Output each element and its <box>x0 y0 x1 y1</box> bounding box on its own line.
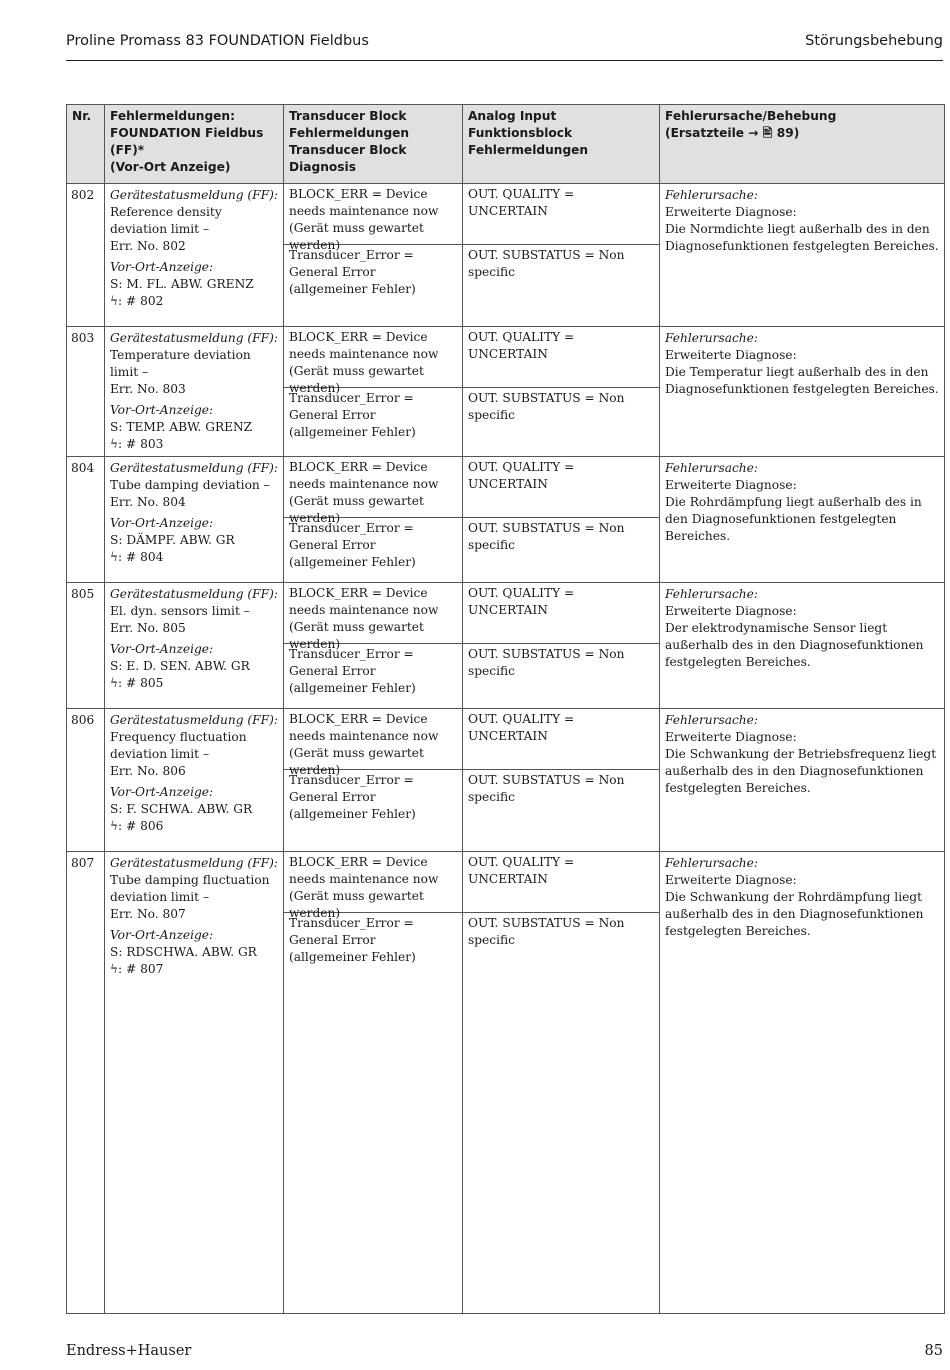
out-quality-text: OUT. QUALITY = UNCERTAIN <box>463 327 659 388</box>
row-number: 803 <box>67 327 105 457</box>
cause-text: Die Schwankung der Rohrdämpfung liegt außerhalb des in den Diagnosefunktionen festgelegten Bereiches. <box>665 890 924 938</box>
cause-label: Fehlerursache: <box>665 856 758 870</box>
out-quality-text: OUT. QUALITY = UNCERTAIN <box>463 184 659 245</box>
local-display-label: Vor-Ort-Anzeige: <box>110 403 214 417</box>
local-display-code: S: TEMP. ABW. GRENZ <box>110 420 253 434</box>
row-number: 802 <box>67 184 105 327</box>
analog-input-cell <box>463 184 660 327</box>
out-substatus-text: OUT. SUBSTATUS = Non specific <box>468 248 625 279</box>
cause-cell <box>660 852 945 995</box>
transducer-block-cell <box>284 457 463 583</box>
table-row <box>67 327 945 457</box>
local-display-code: S: F. SCHWA. ABW. GR <box>110 802 253 816</box>
table-row <box>67 184 945 327</box>
header-nr: Nr. <box>67 105 105 184</box>
cause-label: Fehlerursache: <box>665 331 758 345</box>
local-display-label: Vor-Ort-Anzeige: <box>110 260 214 274</box>
table-row <box>67 457 945 583</box>
error-number: Err. No. 803 <box>110 382 186 396</box>
header-cause-remedy: Fehlerursache/Behebung (Ersatzteile → 🖹 89) <box>660 105 945 184</box>
cause-sub-label: Erweiterte Diagnose: <box>665 205 797 219</box>
local-display-label: Vor-Ort-Anzeige: <box>110 642 214 656</box>
cause-text: Die Rohrdämpfung liegt außerhalb des in den Diagnosefunktionen festgelegten Bereiches. <box>665 495 922 543</box>
header-ff-messages: Fehlermeldungen: FOUNDATION Fieldbus (FF)* (Vor-Ort Anzeige) <box>105 105 284 184</box>
transducer-error-text: Transducer_Error = General Error (allgemeiner Fehler) <box>289 248 416 296</box>
local-display-label: Vor-Ort-Anzeige: <box>110 785 214 799</box>
header-analog-input: Analog Input Funktionsblock Fehlermeldungen <box>463 105 660 184</box>
row-number: 804 <box>67 457 105 583</box>
error-number: Err. No. 802 <box>110 239 186 253</box>
status-label: Gerätestatusmeldung (FF): <box>110 713 278 727</box>
row-number: 805 <box>67 583 105 709</box>
out-substatus-text: OUT. SUBSTATUS = Non specific <box>468 773 625 804</box>
block-err-text: BLOCK_ERR = Device needs maintenance now (Gerät muss gewartet werden) <box>284 327 462 388</box>
cause-text: Die Schwankung der Betriebsfrequenz liegt außerhalb des in den Diagnosefunktionen festgelegten Bereiches. <box>665 747 937 795</box>
analog-input-cell <box>463 457 660 583</box>
table-row <box>67 852 945 995</box>
transducer-block-cell <box>284 709 463 852</box>
message-text: Frequency fluctuation deviation limit – <box>110 730 247 761</box>
error-number: Err. No. 807 <box>110 907 186 921</box>
cause-text: Die Normdichte liegt außerhalb des in den Diagnosefunktionen festgelegten Bereiches. <box>665 222 939 253</box>
out-quality-text: OUT. QUALITY = UNCERTAIN <box>463 709 659 770</box>
status-label: Gerätestatusmeldung (FF): <box>110 461 278 475</box>
status-label: Gerätestatusmeldung (FF): <box>110 587 278 601</box>
cause-sub-label: Erweiterte Diagnose: <box>665 730 797 744</box>
local-display-code: S: DÄMPF. ABW. GR <box>110 533 235 547</box>
cause-label: Fehlerursache: <box>665 188 758 202</box>
transducer-error-text: Transducer_Error = General Error (allgemeiner Fehler) <box>289 773 416 821</box>
cause-cell <box>660 457 945 583</box>
table-row <box>67 583 945 709</box>
header-transducer-block: Transducer Block Fehlermeldungen Transducer Block Diagnosis <box>284 105 463 184</box>
transducer-block-cell <box>284 583 463 709</box>
out-substatus-text: OUT. SUBSTATUS = Non specific <box>468 521 625 552</box>
transducer-block-cell <box>284 184 463 327</box>
transducer-error-text: Transducer_Error = General Error (allgemeiner Fehler) <box>289 916 416 964</box>
local-display-label: Vor-Ort-Anzeige: <box>110 928 214 942</box>
cause-sub-label: Erweiterte Diagnose: <box>665 478 797 492</box>
block-err-text: BLOCK_ERR = Device needs maintenance now (Gerät muss gewartet werden) <box>284 583 462 644</box>
message-text: El. dyn. sensors limit – <box>110 604 250 618</box>
alarm-code: ϟ: # 806 <box>110 819 164 833</box>
header-section: Störungsbehebung <box>805 33 943 49</box>
table-row <box>67 709 945 852</box>
cause-label: Fehlerursache: <box>665 461 758 475</box>
error-number: Err. No. 805 <box>110 621 186 635</box>
alarm-code: ϟ: # 807 <box>110 962 164 976</box>
cause-cell <box>660 583 945 709</box>
out-substatus-text: OUT. SUBSTATUS = Non specific <box>468 391 625 422</box>
local-display-code: S: RDSCHWA. ABW. GR <box>110 945 257 959</box>
out-quality-text: OUT. QUALITY = UNCERTAIN <box>463 457 659 518</box>
alarm-code: ϟ: # 805 <box>110 676 164 690</box>
row-number: 807 <box>67 852 105 995</box>
message-text: Tube damping fluctuation deviation limit – <box>110 873 270 904</box>
alarm-code: ϟ: # 802 <box>110 294 164 308</box>
analog-input-cell <box>463 583 660 709</box>
cause-cell <box>660 327 945 457</box>
local-display-code: S: M. FL. ABW. GRENZ <box>110 277 254 291</box>
block-err-text: BLOCK_ERR = Device needs maintenance now (Gerät muss gewartet werden) <box>284 709 462 770</box>
transducer-error-text: Transducer_Error = General Error (allgemeiner Fehler) <box>289 391 416 439</box>
page-number: 85 <box>924 1343 943 1359</box>
block-err-text: BLOCK_ERR = Device needs maintenance now (Gerät muss gewartet werden) <box>284 457 462 518</box>
transducer-error-text: Transducer_Error = General Error (allgemeiner Fehler) <box>289 521 416 569</box>
error-table <box>66 104 945 1314</box>
cause-text: Der elektrodynamische Sensor liegt außerhalb des in den Diagnosefunktionen festgelegten Bereiches. <box>665 621 924 669</box>
cause-sub-label: Erweiterte Diagnose: <box>665 348 797 362</box>
alarm-code: ϟ: # 804 <box>110 550 164 564</box>
block-err-text: BLOCK_ERR = Device needs maintenance now (Gerät muss gewartet werden) <box>284 852 462 913</box>
transducer-error-text: Transducer_Error = General Error (allgemeiner Fehler) <box>289 647 416 695</box>
status-label: Gerätestatusmeldung (FF): <box>110 856 278 870</box>
ff-message-cell <box>105 184 284 327</box>
footer-brand: Endress+Hauser <box>66 1343 192 1359</box>
cause-text: Die Temperatur liegt außerhalb des in den Diagnosefunktionen festgelegten Bereiches. <box>665 365 939 396</box>
analog-input-cell <box>463 709 660 852</box>
error-number: Err. No. 806 <box>110 764 186 778</box>
analog-input-cell <box>463 327 660 457</box>
cause-cell <box>660 184 945 327</box>
out-quality-text: OUT. QUALITY = UNCERTAIN <box>463 852 659 913</box>
transducer-block-cell <box>284 327 463 457</box>
out-quality-text: OUT. QUALITY = UNCERTAIN <box>463 583 659 644</box>
out-substatus-text: OUT. SUBSTATUS = Non specific <box>468 647 625 678</box>
ff-message-cell <box>105 583 284 709</box>
ff-message-cell <box>105 852 284 995</box>
message-text: Reference density deviation limit – <box>110 205 222 236</box>
status-label: Gerätestatusmeldung (FF): <box>110 188 278 202</box>
out-substatus-text: OUT. SUBSTATUS = Non specific <box>468 916 625 947</box>
header-title: Proline Promass 83 FOUNDATION Fieldbus <box>66 33 369 49</box>
block-err-text: BLOCK_ERR = Device needs maintenance now (Gerät muss gewartet werden) <box>284 184 462 245</box>
analog-input-cell <box>463 852 660 995</box>
error-number: Err. No. 804 <box>110 495 186 509</box>
table-filler-row <box>67 994 945 1314</box>
alarm-code: ϟ: # 803 <box>110 437 164 451</box>
ff-message-cell <box>105 709 284 852</box>
header-rule <box>66 60 943 61</box>
cause-label: Fehlerursache: <box>665 713 758 727</box>
table-header-row <box>67 105 945 184</box>
ff-message-cell <box>105 457 284 583</box>
cause-sub-label: Erweiterte Diagnose: <box>665 873 797 887</box>
local-display-label: Vor-Ort-Anzeige: <box>110 516 214 530</box>
message-text: Tube damping deviation – <box>110 478 270 492</box>
cause-sub-label: Erweiterte Diagnose: <box>665 604 797 618</box>
transducer-block-cell <box>284 852 463 995</box>
local-display-code: S: E. D. SEN. ABW. GR <box>110 659 250 673</box>
message-text: Temperature deviation limit – <box>110 348 251 379</box>
ff-message-cell <box>105 327 284 457</box>
status-label: Gerätestatusmeldung (FF): <box>110 331 278 345</box>
cause-label: Fehlerursache: <box>665 587 758 601</box>
cause-cell <box>660 709 945 852</box>
row-number: 806 <box>67 709 105 852</box>
